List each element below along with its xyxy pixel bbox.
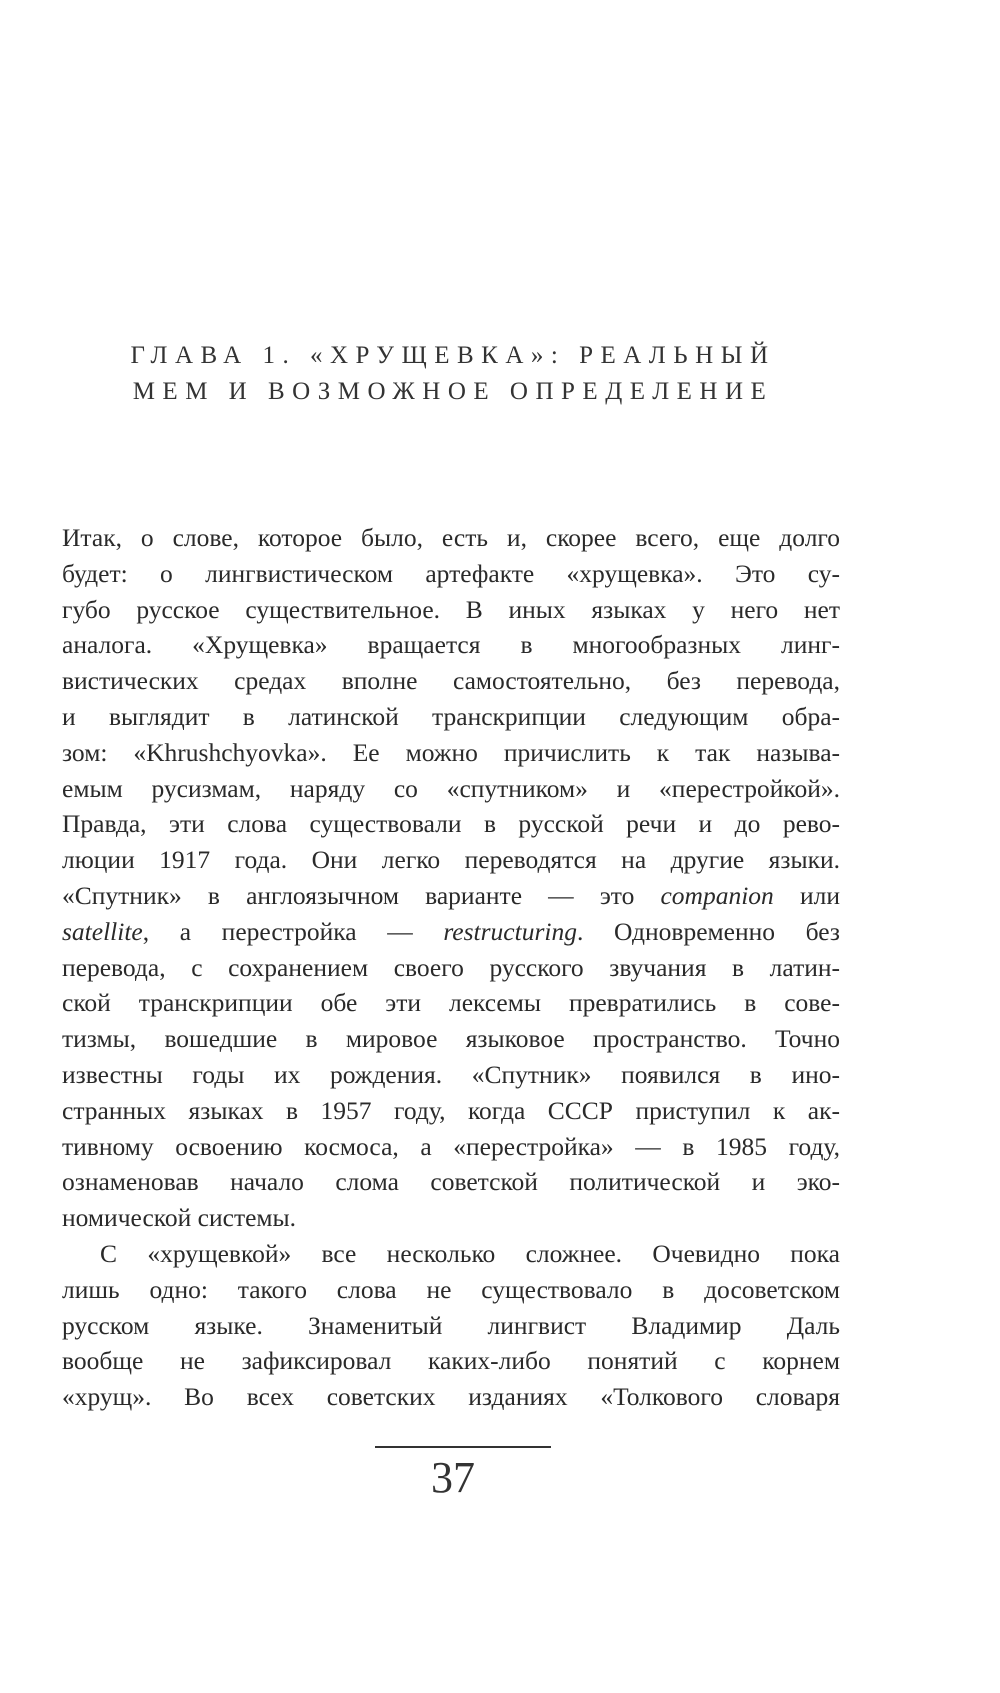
- text-line: [62, 1164, 840, 1200]
- text-line: [62, 1093, 840, 1129]
- text-segment: зом: «Khrushchyovka». Ее можно причислить к так называ-: [62, 737, 840, 767]
- italic-text: restructuring: [443, 916, 577, 946]
- text-line: [62, 735, 840, 771]
- text-line: [62, 556, 840, 592]
- text-segment: «хрущ». Во всех советских изданиях «Толкового словаря: [62, 1382, 840, 1412]
- text-segment: Правда, эти слова существовали в русской речи и до рево-: [62, 809, 840, 839]
- page-number-rule: [375, 1446, 551, 1448]
- text-segment: «Спутник» в англоязычном варианте — это: [62, 880, 661, 910]
- text-line: [62, 985, 840, 1021]
- text-segment: ской транскрипции обе эти лексемы превратились в сове-: [62, 988, 840, 1018]
- text-segment: С «хрущевкой» все несколько сложнее. Очевидно пока: [100, 1238, 840, 1268]
- text-segment: и выглядит в латинской транскрипции следующим обра-: [62, 701, 840, 731]
- text-segment: или: [773, 880, 840, 910]
- text-line: [62, 627, 840, 663]
- chapter-heading: [60, 338, 846, 410]
- text-segment: емым русизмам, наряду со «спутником» и «перестройкой».: [62, 773, 840, 803]
- text-segment: люции 1917 года. Они легко переводятся на другие языки.: [62, 845, 840, 875]
- text-line: [62, 592, 840, 628]
- text-segment: губо русское существительное. В иных языках у него нет: [62, 594, 840, 624]
- text-line: [62, 663, 840, 699]
- text-segment: известны годы их рождения. «Спутник» появился в ино-: [62, 1059, 840, 1089]
- text-line: [62, 699, 840, 735]
- chapter-heading-line-1: ГЛАВА 1. «ХРУЩЕВКА»: РЕАЛЬНЫЙ: [130, 342, 776, 369]
- text-segment: странных языках в 1957 году, когда СССР приступил к ак-: [62, 1095, 840, 1125]
- text-line: [62, 1129, 840, 1165]
- text-line: [62, 878, 840, 914]
- text-segment: , а перестройка —: [142, 916, 444, 946]
- text-line: [62, 842, 840, 878]
- body-text: [62, 520, 840, 1415]
- text-segment: будет: о лингвистическом артефакте «хрущевка». Это су-: [62, 558, 840, 588]
- text-line: [62, 806, 840, 842]
- text-segment: лишь одно: такого слова не существовало в досоветском: [62, 1274, 840, 1304]
- text-segment: Итак, о слове, которое было, есть и, скорее всего, еще долго: [62, 523, 840, 552]
- text-segment: ознаменовав начало слома советской политической и эко-: [62, 1167, 840, 1197]
- text-line: [62, 1343, 840, 1379]
- text-line: [62, 950, 840, 986]
- italic-text: companion: [660, 880, 774, 910]
- text-segment: вообще не зафиксировал каких-либо понятий с корнем: [62, 1346, 840, 1376]
- text-line: [62, 1308, 840, 1344]
- text-segment: русском языке. Знаменитый лингвист Владимир Даль: [62, 1310, 840, 1340]
- text-line: [62, 1236, 840, 1272]
- chapter-heading-line-2: МЕМ И ВОЗМОЖНОЕ ОПРЕДЕЛЕНИЕ: [132, 378, 774, 405]
- text-line: [62, 1272, 840, 1308]
- italic-text: satellite: [62, 916, 143, 946]
- text-line: [62, 914, 840, 950]
- page-number: 37: [431, 1453, 475, 1502]
- text-segment: тивному освоению космоса, а «перестройка» — в 1985 году,: [62, 1131, 840, 1161]
- text-segment: аналога. «Хрущевка» вращается в многообразных линг-: [62, 630, 840, 660]
- text-line: [62, 1379, 840, 1415]
- text-segment: . Одновременно без: [576, 916, 840, 946]
- text-segment: перевода, с сохранением своего русского звучания в латин-: [62, 952, 840, 982]
- text-line: [62, 1021, 840, 1057]
- text-line: [62, 1200, 840, 1236]
- text-segment: тизмы, вошедшие в мировое языковое пространство. Точно: [62, 1024, 840, 1054]
- text-line: [62, 1057, 840, 1093]
- text-line: [62, 520, 840, 556]
- text-segment: номической системы.: [62, 1203, 297, 1233]
- text-segment: вистических средах вполне самостоятельно, без перевода,: [62, 666, 840, 696]
- text-line: [62, 771, 840, 807]
